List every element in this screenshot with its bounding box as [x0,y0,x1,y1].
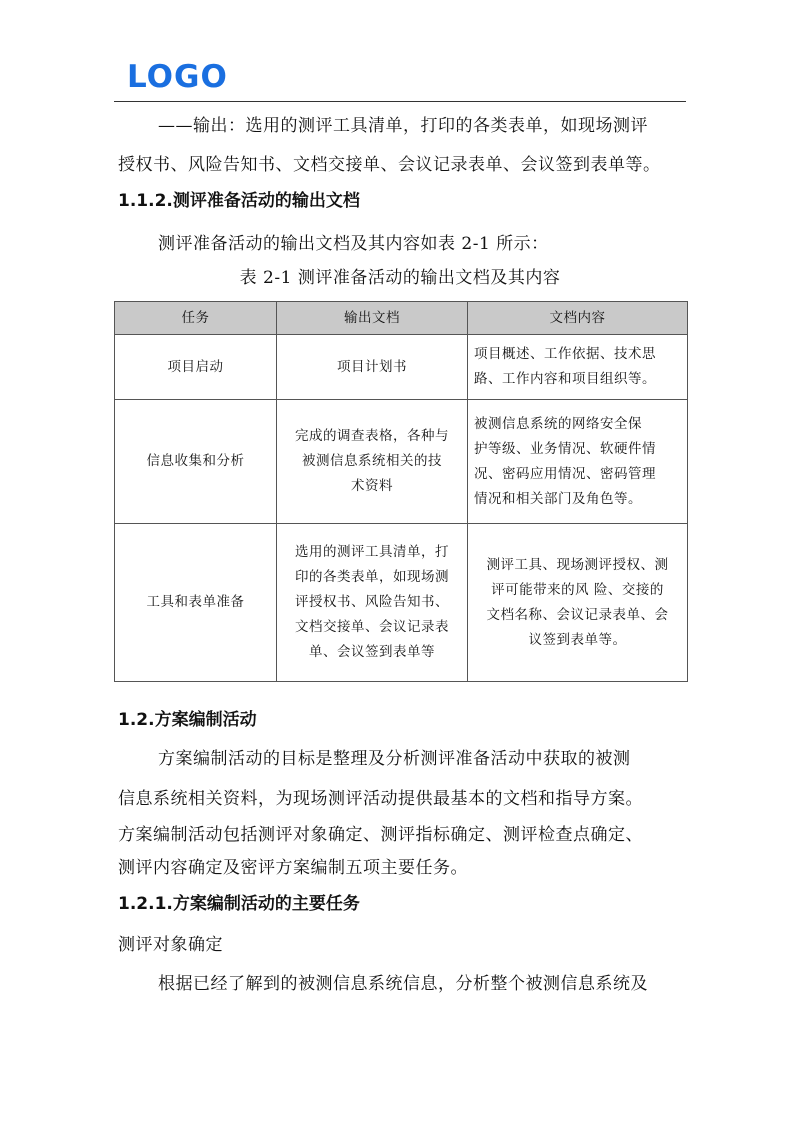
cell-line: 评授权书、风险告知书、 [295,594,449,610]
header-rule [114,101,686,102]
cell-line: 文档名称、会议记录表单、会 [486,606,669,623]
output-docs-table [114,301,688,682]
cell-task: 项目启动 [115,335,277,400]
cell-line: 完成的调查表格，各种与 [295,428,449,444]
table-intro: 测评准备活动的输出文档及其内容如表 2-1 所示： [158,234,549,254]
cell-content [468,400,688,524]
table-caption: 表 2-1 测评准备活动的输出文档及其内容 [239,268,561,288]
cell-content [468,335,688,400]
last-line: 根据已经了解到的被测信息系统信息，分析整个被测信息系统及 [158,974,648,994]
cell-line: 况、密码应用情况、密码管理 [474,465,656,482]
cell-line: 情况和相关部门及角色等。 [474,490,642,507]
cell-line: 议签到表单等。 [528,631,627,648]
output-line-2: 授权书、风险告知书、文档交接单、会议记录表单、会议签到表单等。 [118,155,661,175]
cell-docs [277,400,468,524]
cell-line: 术资料 [351,478,393,494]
cell-line: 被测信息系统的网络安全保 [474,415,642,432]
logo: LOGO [127,59,228,95]
plan-line-3: 方案编制活动包括测评对象确定、测评指标确定、测评检查点确定、 [118,825,643,845]
header-doc-content: 文档内容 [468,302,688,335]
cell-line: 单、会议签到表单等 [309,644,435,660]
cell-line: 文档交接单、会议记录表 [295,619,449,635]
cell-line: 项目计划书 [337,358,407,375]
cell-task: 信息收集和分析 [115,400,277,524]
cell-task: 工具和表单准备 [115,524,277,682]
header-output-doc: 输出文档 [277,302,468,335]
heading-1-2-1: 1.2.1.方案编制活动的主要任务 [118,894,360,914]
plan-line-4: 测评内容确定及密评方案编制五项主要任务。 [118,858,468,878]
header-task: 任务 [115,302,277,335]
table-header-row [115,302,688,335]
plan-line-1: 方案编制活动的目标是整理及分析测评准备活动中获取的被测 [158,749,631,769]
cell-line: 评可能带来的风 险、交接的 [491,581,664,598]
table-row [115,524,688,682]
table-row [115,335,688,400]
cell-line: 印的各类表单，如现场测 [295,569,449,585]
cell-line: 路、工作内容和项目组织等。 [474,371,656,387]
cell-line: 护等级、业务情况、软硬件情 [474,440,656,457]
cell-docs [277,524,468,682]
sub-item-title: 测评对象确定 [118,935,223,955]
plan-line-2: 信息系统相关资料，为现场测评活动提供最基本的文档和指导方案。 [118,789,643,809]
cell-line: 项目概述、工作依据、技术思 [474,346,656,362]
output-line-1: ——输出：选用的测评工具清单，打印的各类表单，如现场测评 [158,116,648,136]
heading-1-1-2: 1.1.2.测评准备活动的输出文档 [118,191,360,211]
heading-1-2: 1.2.方案编制活动 [118,710,257,730]
cell-line: 测评工具、现场测评授权、测 [486,556,669,573]
cell-line: 选用的测评工具清单，打 [295,544,449,560]
table-row [115,400,688,524]
cell-content [468,524,688,682]
cell-docs [277,335,468,400]
cell-line: 被测信息系统相关的技 [302,453,442,469]
